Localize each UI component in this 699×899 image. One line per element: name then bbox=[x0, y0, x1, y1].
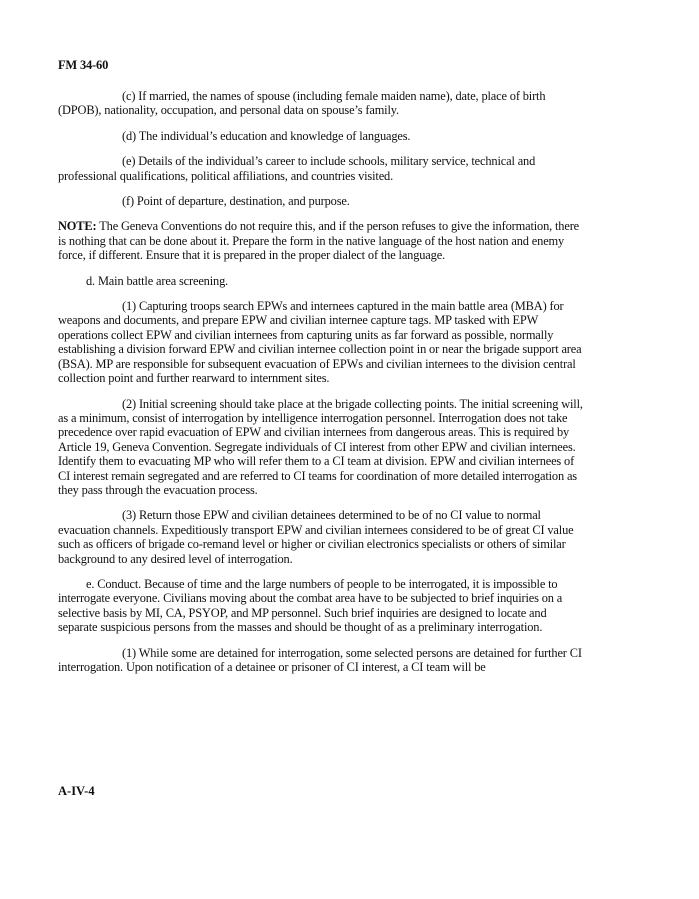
paragraph-e1: (1) While some are detained for interrogation, some selected persons are detained for further CI interrogation. Upon notification of a detainee or prisoner of CI interest, a CI team will be bbox=[58, 645, 582, 674]
document-id-header: FM 34-60 bbox=[58, 58, 109, 72]
page-number-footer: A-IV-4 bbox=[58, 784, 95, 798]
document-page bbox=[58, 58, 583, 848]
paragraph-d2: (2) Initial screening should take place at the brigade collecting points. The initial screening will, as a minimum, consist of interrogation by intelligence interrogation personnel. Interrogation does not take precedence over rapid evacuation of EPW and civilian internees from dangerous areas. This is required by Article 19, Geneva Convention. Segregate individuals of CI interest from other EPW and civilian internees. Identify them to evacuating MP who will refer them to a CI team at division. EPW and civilian internees of CI interest remain segregated and are referred to CI teams for coordination of more detailed interrogation as they pass through the evacuation process. bbox=[58, 396, 583, 497]
note-label: NOTE: bbox=[58, 219, 97, 234]
paragraph-d3: (3) Return those EPW and civilian detainees determined to be of no CI value to normal evacuation channels. Expeditiously transport EPW and civilian internees considered to be of great CI value such as officers of brigade co-remand level or higher or civilian electronics specialists or others of similar background to any desired level of interrogation. bbox=[58, 508, 574, 566]
note-paragraph bbox=[58, 219, 583, 262]
paragraph-d1: (1) Capturing troops search EPWs and internees captured in the main battle area (MBA) for weapons and documents, and prepare EPW and civilian internee capture tags. MP tasked with EPW operations collect EPW and civilian internees from capturing units as far forward as possible, normally establishing a division forward EPW and civilian internee collection point in or near the brigade support area (BSA). MP are responsible for subsequent evacuation of EPWs and civilian internees to the division central collection point and further rearward to internment sites. bbox=[58, 299, 582, 386]
paragraph-e-career: (e) Details of the individual’s career to include schools, military service, technical and professional qualifications, political affiliations, and countries visited. bbox=[58, 154, 536, 183]
section-heading-main-battle-area: d. Main battle area screening. bbox=[86, 273, 229, 288]
paragraph-d-education: (d) The individual’s education and knowledge of languages. bbox=[122, 128, 411, 143]
paragraph-c-married: (c) If married, the names of spouse (including female maiden name), date, place of birth (DPOB), nationality, occupation, and personal data on spouse’s family. bbox=[58, 89, 546, 118]
paragraph-e-conduct: e. Conduct. Because of time and the large numbers of people to be interrogated, it is impossible to interrogate everyone. Civilians moving about the combat area have to be subjected to brief inquiries on a selective basis by MI, CA, PSYOP, and MP personnel. Such brief inquiries are designed to locate and separate suspicious persons from the masses and should be thought of as a preliminary interrogation. bbox=[58, 576, 563, 635]
note-text: The Geneva Conventions do not require this, and if the person refuses to give the information, there is nothing that can be done about it. Prepare the form in the native language of the host nation and enemy force, if different. Ensure that it is prepared in the proper dialect of the language. bbox=[58, 219, 580, 263]
paragraph-f-departure: (f) Point of departure, destination, and purpose. bbox=[122, 194, 350, 209]
